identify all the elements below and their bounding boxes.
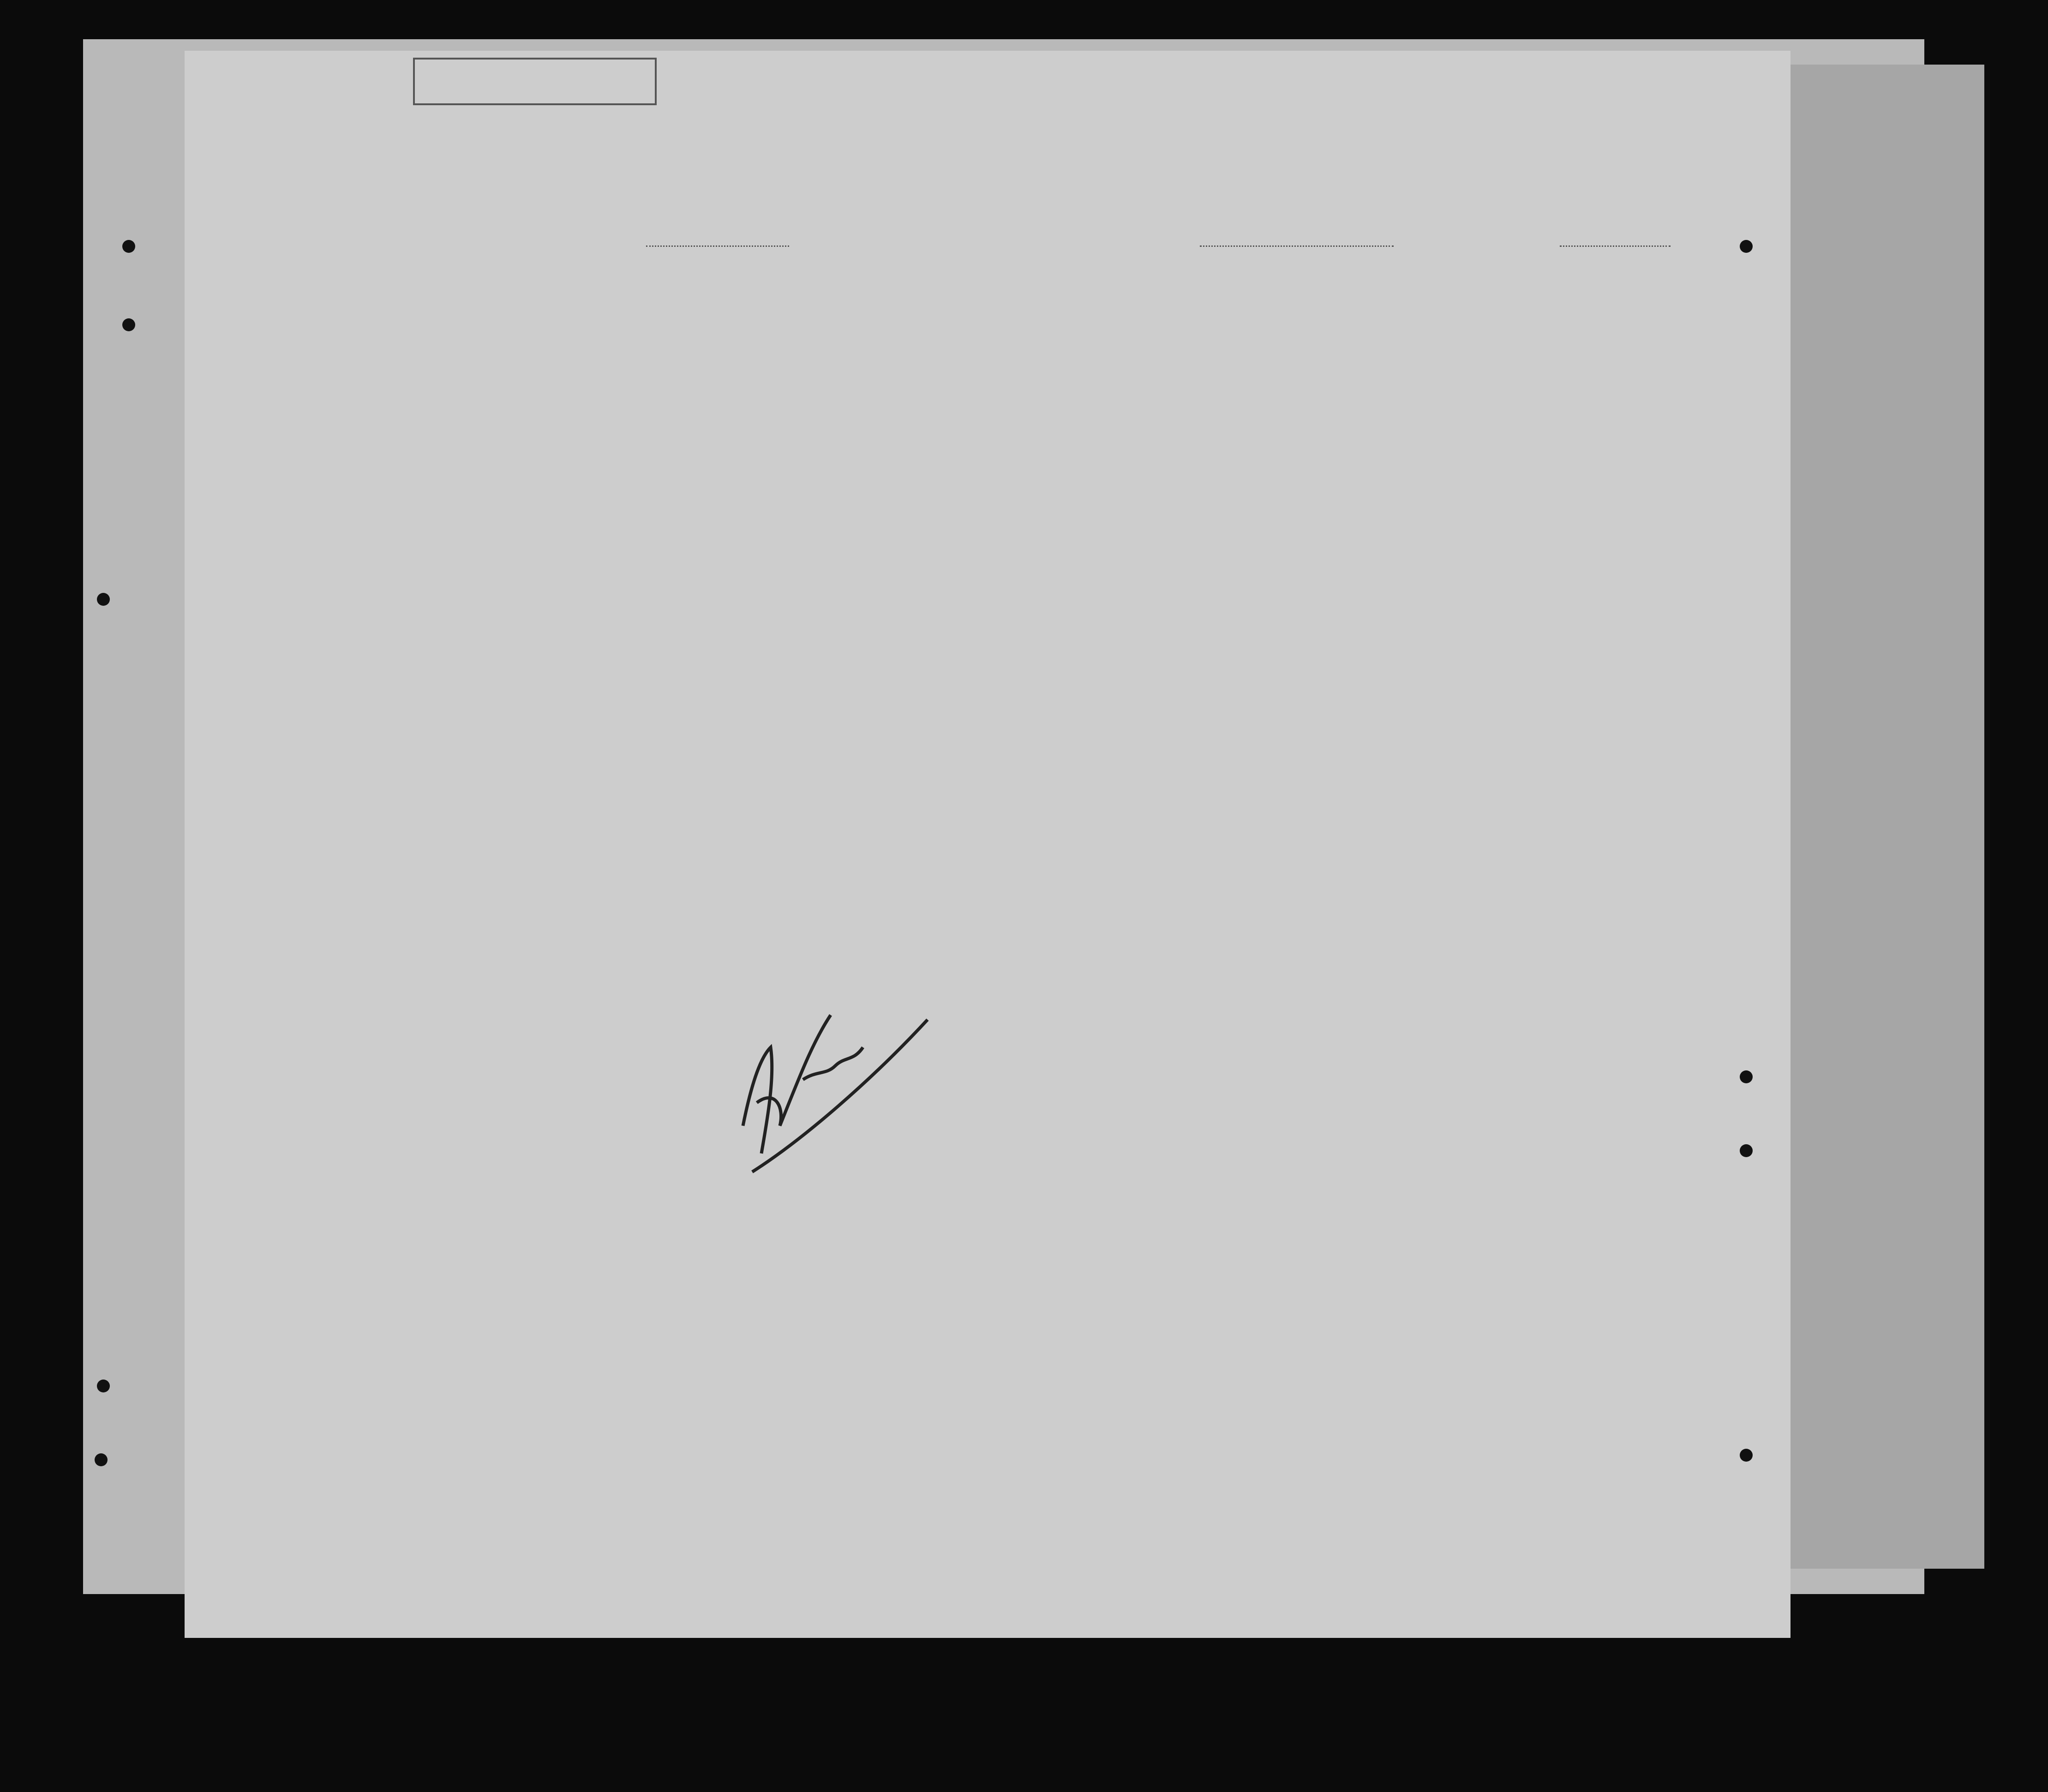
punch-hole — [1740, 1449, 1753, 1462]
manifest-grid — [258, 277, 1781, 1527]
purser-signature — [734, 987, 941, 1181]
back-sheet-right — [1791, 65, 1984, 1569]
dotted-rule — [1200, 245, 1394, 247]
dotted-rule — [646, 245, 789, 247]
punch-hole — [95, 1453, 108, 1466]
punch-hole — [122, 240, 135, 253]
punch-hole — [122, 318, 135, 331]
punch-hole — [97, 593, 110, 606]
punch-hole — [97, 1380, 110, 1392]
punch-hole — [1740, 1144, 1753, 1157]
punch-hole — [1740, 240, 1753, 253]
dotted-rule — [1560, 245, 1671, 247]
punch-hole — [1740, 1070, 1753, 1083]
approval-stamp — [413, 58, 657, 105]
